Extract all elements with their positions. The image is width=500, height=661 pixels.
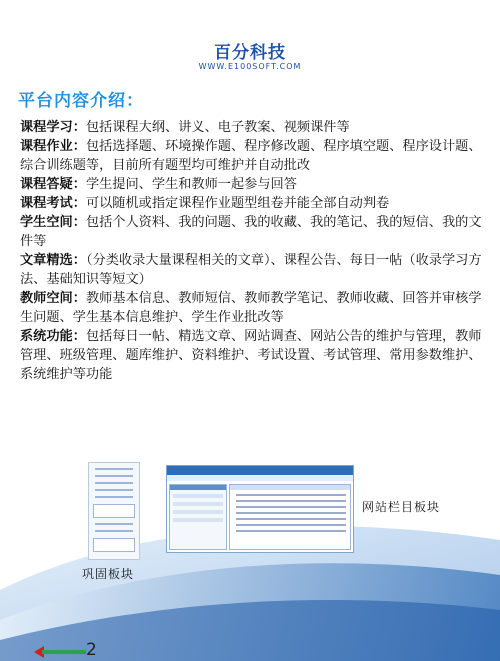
caption-site-columns: 网站栏目板块	[362, 500, 441, 514]
feature-item	[20, 175, 484, 194]
feature-item	[20, 213, 484, 251]
feature-item	[20, 251, 484, 289]
brand-logo	[0, 38, 500, 71]
section-heading: 平台内容介绍：	[18, 91, 144, 111]
feature-text: （分类收录大量课程相关的文章）、课程公告、每日一帖（收录学习方法、基础知识等短文）	[20, 253, 482, 287]
feature-label: 课程答疑：	[20, 177, 86, 192]
feature-label: 学生空间：	[20, 215, 86, 230]
feature-text: 包括个人资料、我的问题、我的收藏、我的笔记、我的短信、我的文件等	[20, 215, 482, 249]
feature-text: 学生提问、学生和教师一起参与回答	[85, 177, 297, 192]
page-number: 2	[86, 640, 97, 660]
site-columns-screenshot	[166, 465, 354, 553]
feature-label: 文章精选：	[20, 253, 86, 268]
feature-text: 包括课程大纲、讲义、电子教案、视频课件等	[85, 120, 350, 135]
feature-list	[20, 118, 484, 384]
feature-label: 课程考试：	[20, 196, 86, 211]
consolidation-panel-screenshot	[88, 462, 140, 560]
feature-text: 包括每日一帖、精选文章、网站调查、网站公告的维护与管理，教师管理、班级管理、题库维护、资料维护、考试设置、考试管理、常用参数维护、系统维护等功能	[20, 329, 482, 382]
caption-consolidation: 巩固板块	[82, 567, 135, 581]
logo-text-en: WWW.E100SOFT.COM	[198, 62, 302, 71]
feature-item	[20, 289, 484, 327]
feature-item	[20, 137, 484, 175]
feature-label: 课程作业：	[20, 139, 86, 154]
feature-text: 可以随机或指定课程作业题型组卷并能全部自动判卷	[85, 196, 390, 211]
feature-label: 系统功能：	[20, 329, 86, 344]
feature-label: 课程学习：	[20, 120, 86, 135]
page-bar	[42, 650, 86, 654]
feature-text: 教师基本信息、教师短信、教师教学笔记、教师收藏、回答并审核学生问题、学生基本信息维护、学生作业批改等	[20, 291, 482, 325]
feature-item	[20, 327, 484, 384]
feature-item	[20, 194, 484, 213]
logo-text-cn: 百分科技	[214, 43, 286, 63]
feature-text: 包括选择题、环境操作题、程序修改题、程序填空题、程序设计题、综合训练题等，目前所有题型均可维护并自动批改	[20, 139, 482, 173]
feature-item	[20, 118, 484, 137]
feature-label: 教师空间：	[20, 291, 86, 306]
